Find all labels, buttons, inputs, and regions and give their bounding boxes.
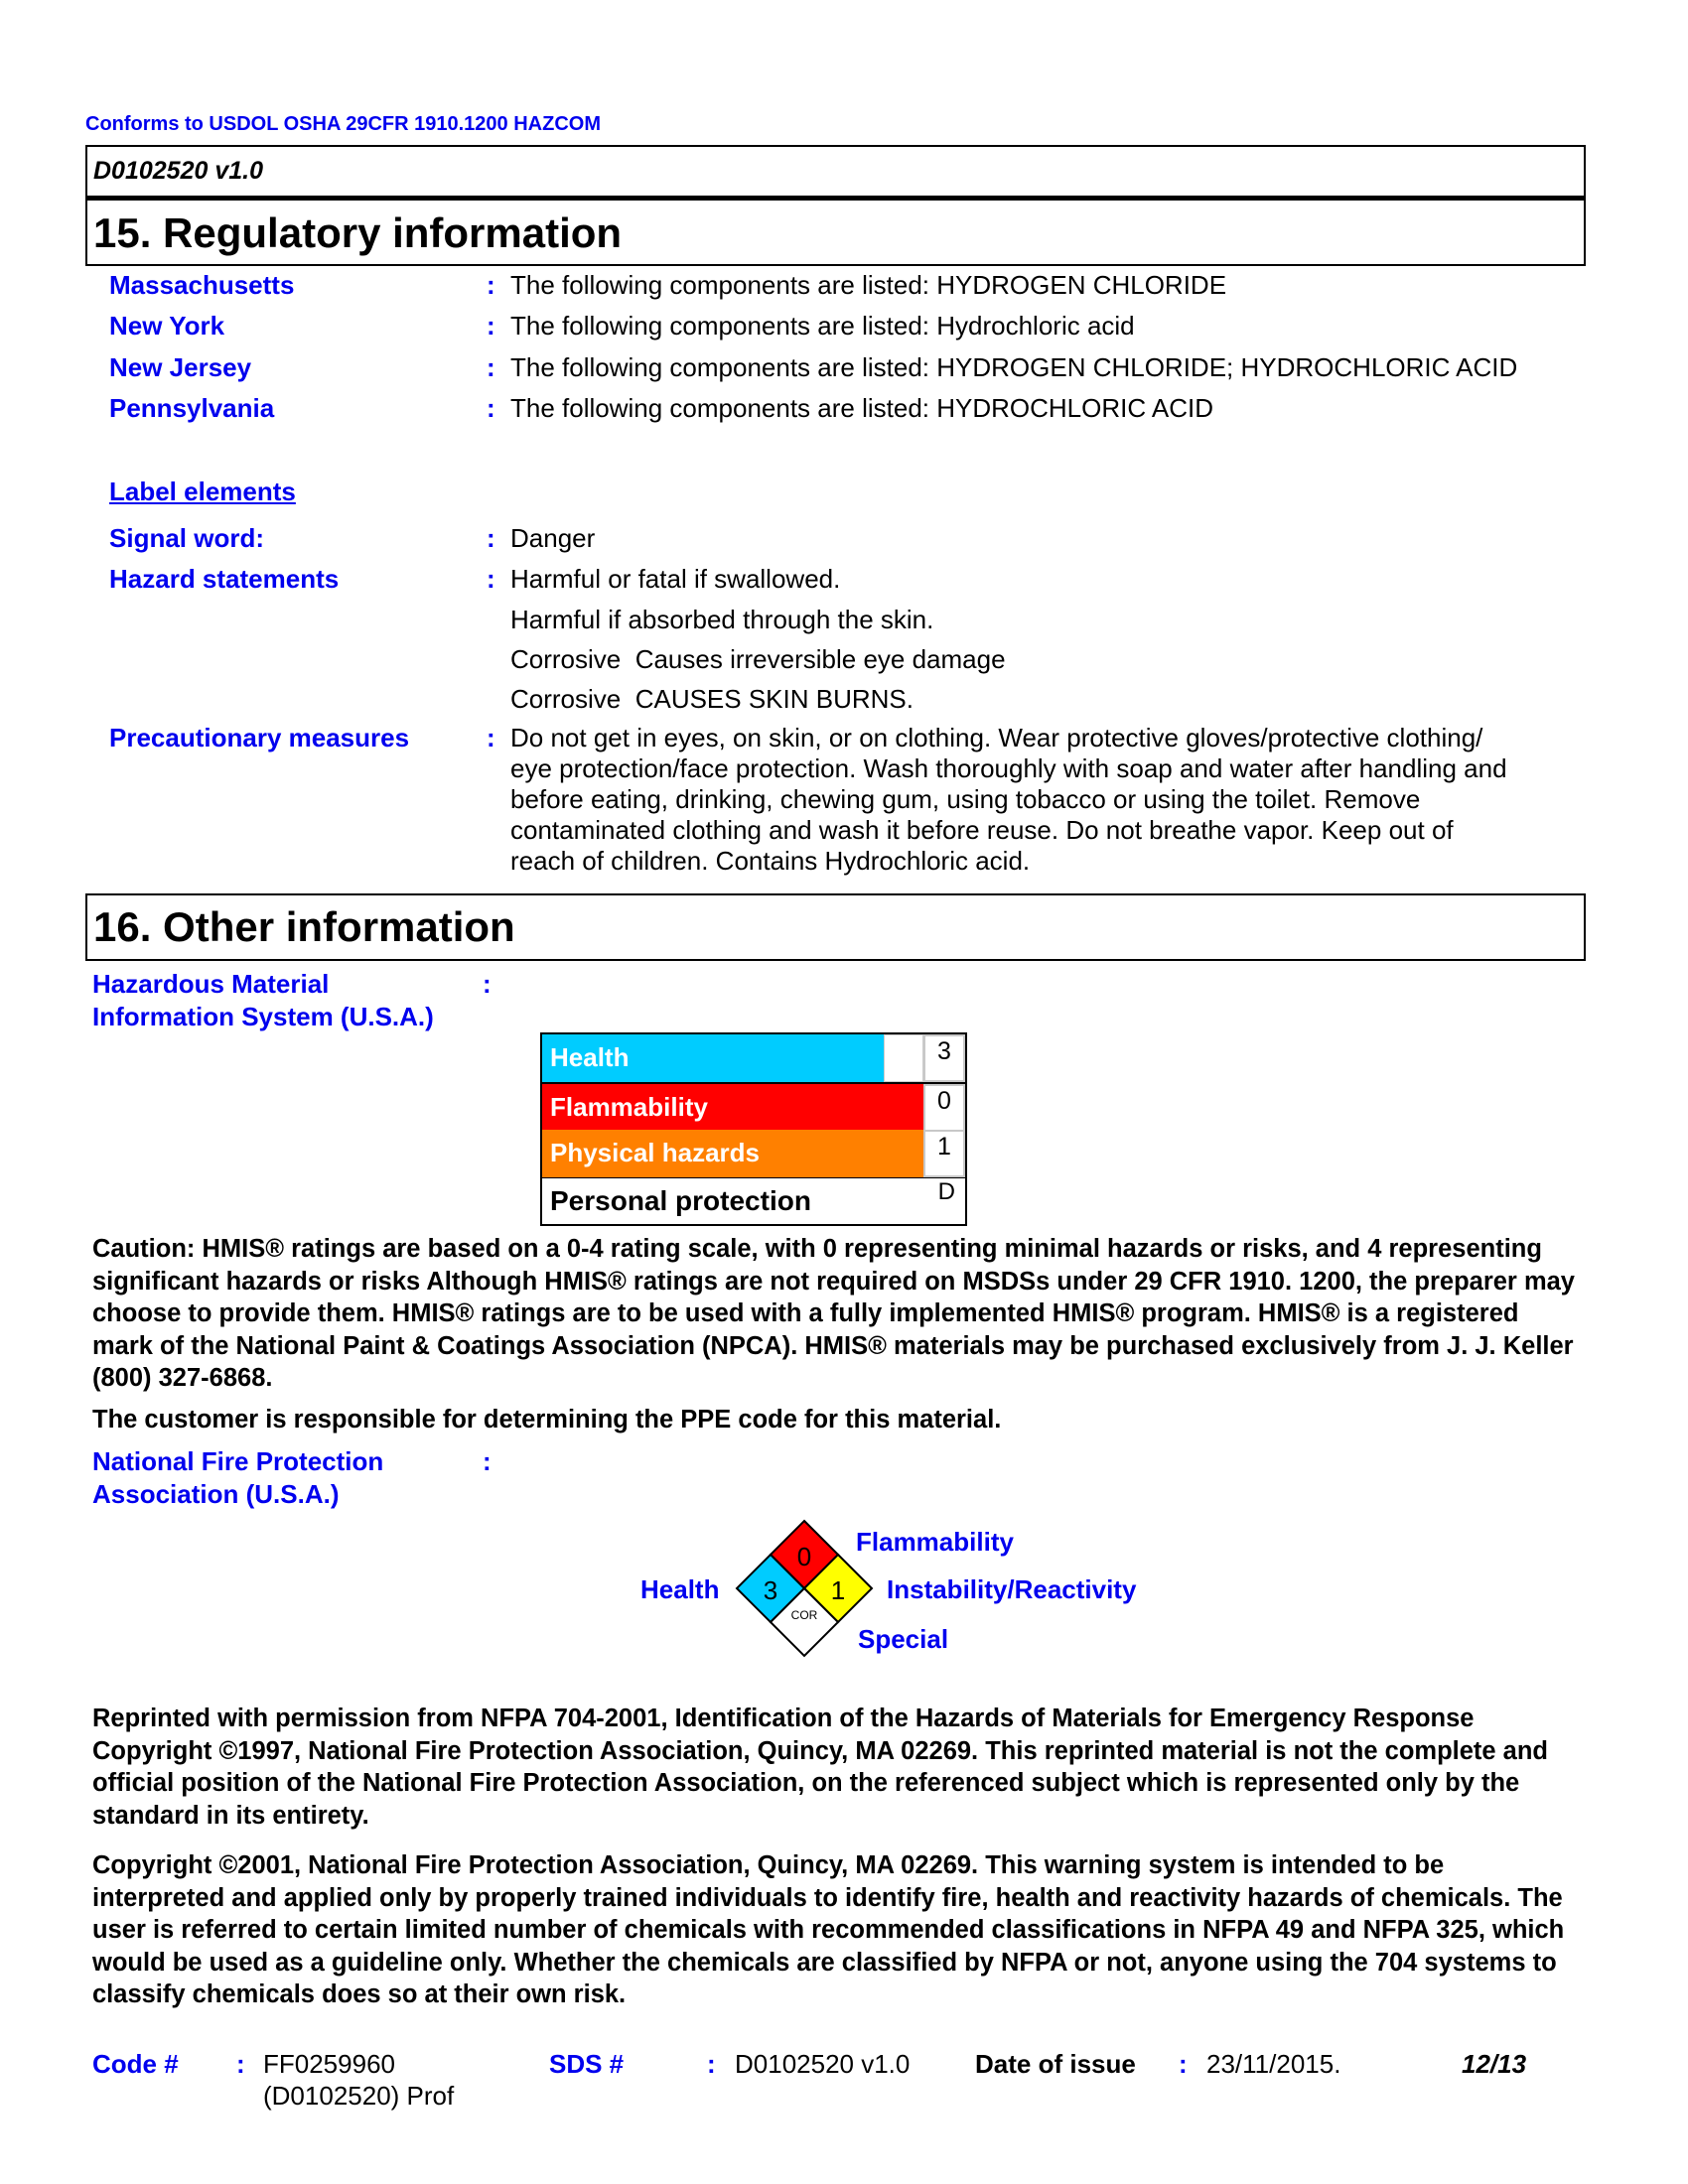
- colon: :: [487, 393, 495, 423]
- precaution-line: Do not get in eyes, on skin, or on clothing. Wear protective gloves/protective clothing/: [510, 723, 1483, 752]
- state-value: The following components are listed: HYDROGEN CHLORIDE; HYDROCHLORIC ACID: [510, 352, 1518, 382]
- section-title: 16. Other information: [93, 903, 515, 950]
- colon: :: [487, 564, 495, 594]
- hmis-ppe-label: Personal protection: [550, 1185, 811, 1216]
- nfpa-health-label: Health: [640, 1574, 720, 1604]
- hazard-statement: Corrosive CAUSES SKIN BURNS.: [510, 684, 914, 714]
- nfpa-special-label: Special: [858, 1624, 949, 1654]
- signal-word: Danger: [510, 523, 596, 553]
- colon: :: [487, 523, 495, 553]
- colon: :: [483, 1446, 492, 1476]
- ppe-note: The customer is responsible for determining the PPE code for this material.: [92, 1406, 1002, 1433]
- nfpa-label: National Fire Protection: [92, 1446, 384, 1476]
- hmis-physical-value: 1: [923, 1130, 965, 1177]
- hmis-row-flammability: [542, 1084, 965, 1132]
- state-label: Pennsylvania: [109, 393, 275, 423]
- hmis-label: Information System (U.S.A.): [92, 1002, 434, 1031]
- section-15-header: [85, 196, 1586, 266]
- hazard-statements-label: Hazard statements: [109, 564, 340, 594]
- state-label: New Jersey: [109, 352, 252, 382]
- code-value: (D0102520) Prof: [263, 2081, 455, 2111]
- hmis-row-health: [542, 1034, 965, 1082]
- hmis-caution: Caution: HMIS® ratings are based on a 0-4 rating scale, with 0 representing minimal hazards or risks, and 4 representing significant hazards or risks Although HMIS® ratings are not required on MSDSs under 29 CFR 1910. 1200, the preparer may choose to provide them. HMIS® ratings are to be used with a fully implemented HMIS® program. HMIS® is a registered mark of the National Paint & Coatings Association (NPCA). HMIS® materials may be purchased exclusively from J. J. Keller (800) 327-6868.: [92, 1235, 1575, 1393]
- page-number: 12/13: [1462, 2049, 1527, 2079]
- hmis-health-label: Health: [550, 1042, 630, 1072]
- date-label: Date of issue: [975, 2049, 1136, 2079]
- nfpa-flammability-label: Flammability: [856, 1527, 1014, 1557]
- nfpa-reprint-notice: Reprinted with permission from NFPA 704-2001, Identification of the Hazards of Materials for Emergency Response Copyright ©1997, National Fire Protection Association, Quincy, MA 02269. This reprinted material is not the complete and official position of the National Fire Protection Association, on the referenced subject which is represented only by the standard in its entirety.: [92, 1705, 1549, 1830]
- sds-label: SDS #: [549, 2049, 625, 2079]
- hmis-row-ppe: [542, 1178, 965, 1224]
- colon: :: [487, 352, 495, 382]
- colon: :: [707, 2049, 716, 2079]
- state-label: New York: [109, 311, 225, 341]
- precaution-line: reach of children. Contains Hydrochloric acid.: [510, 846, 1031, 876]
- hmis-health-value: 3: [923, 1034, 965, 1082]
- colon: :: [483, 969, 492, 999]
- colon: :: [236, 2049, 245, 2079]
- nfpa-diamond: [735, 1519, 874, 1658]
- state-value: The following components are listed: HYDROCHLORIC ACID: [510, 393, 1214, 423]
- precaution-line: eye protection/face protection. Wash thoroughly with soap and water after handling and: [510, 753, 1507, 783]
- hmis-flammability-value: 0: [923, 1084, 965, 1132]
- doc-id-box: [85, 145, 1586, 197]
- hmis-label: Hazardous Material: [92, 969, 330, 999]
- nfpa-copyright-notice: Copyright ©2001, National Fire Protection Association, Quincy, MA 02269. This warning system is intended to be interpreted and applied only by properly trained individuals to identify fire, health and reactivity hazards of chemicals. The user is referred to certain limited number of chemicals with recommended classifications in NFPA 49 and NFPA 325, which would be used as a guideline only. Whether the chemicals are classified by NFPA or not, anyone using the 704 systems to classify chemicals does so at their own risk.: [92, 1851, 1565, 2009]
- section-16-header: [85, 893, 1586, 961]
- signal-word-label: Signal word:: [109, 523, 264, 553]
- hmis-row-physical: [542, 1130, 965, 1177]
- doc-id: D0102520 v1.0: [93, 157, 263, 185]
- hazard-statement: Harmful if absorbed through the skin.: [510, 605, 934, 634]
- nfpa-health-value: 3: [763, 1575, 778, 1605]
- code-value: FF0259960: [263, 2049, 395, 2079]
- section-title: 15. Regulatory information: [93, 209, 623, 256]
- nfpa-instability-value: 1: [830, 1575, 846, 1605]
- colon: :: [487, 270, 495, 300]
- label-elements-link[interactable]: Label elements: [109, 477, 296, 506]
- sds-value: D0102520 v1.0: [735, 2049, 911, 2079]
- code-label: Code #: [92, 2049, 179, 2079]
- precaution-line: before eating, drinking, chewing gum, using tobacco or using the toilet. Remove: [510, 784, 1421, 814]
- nfpa-flammability-value: 0: [796, 1542, 812, 1571]
- hazard-statement: Corrosive Causes irreversible eye damage: [510, 644, 1006, 674]
- colon: :: [487, 311, 495, 341]
- hmis-table: [540, 1032, 967, 1226]
- nfpa-special-value: COR: [790, 1608, 818, 1622]
- hmis-flammability-label: Flammability: [550, 1092, 708, 1122]
- nfpa-label: Association (U.S.A.): [92, 1479, 340, 1509]
- date-value: 23/11/2015.: [1206, 2049, 1341, 2079]
- hazard-statement: Harmful or fatal if swallowed.: [510, 564, 841, 594]
- colon: :: [1179, 2049, 1188, 2079]
- hmis-ppe-value: D: [937, 1178, 955, 1205]
- precaution-line: contaminated clothing and wash it before reuse. Do not breathe vapor. Keep out of: [510, 815, 1454, 845]
- nfpa-instability-label: Instability/Reactivity: [887, 1574, 1137, 1604]
- state-value: The following components are listed: HYDROGEN CHLORIDE: [510, 270, 1227, 300]
- hmis-chronic-box: [884, 1034, 923, 1082]
- conforms-header: Conforms to USDOL OSHA 29CFR 1910.1200 HAZCOM: [85, 113, 601, 135]
- hmis-physical-label: Physical hazards: [550, 1138, 760, 1167]
- state-value: The following components are listed: Hydrochloric acid: [510, 311, 1135, 341]
- precautionary-label: Precautionary measures: [109, 723, 410, 752]
- state-label: Massachusetts: [109, 270, 295, 300]
- colon: :: [487, 723, 495, 752]
